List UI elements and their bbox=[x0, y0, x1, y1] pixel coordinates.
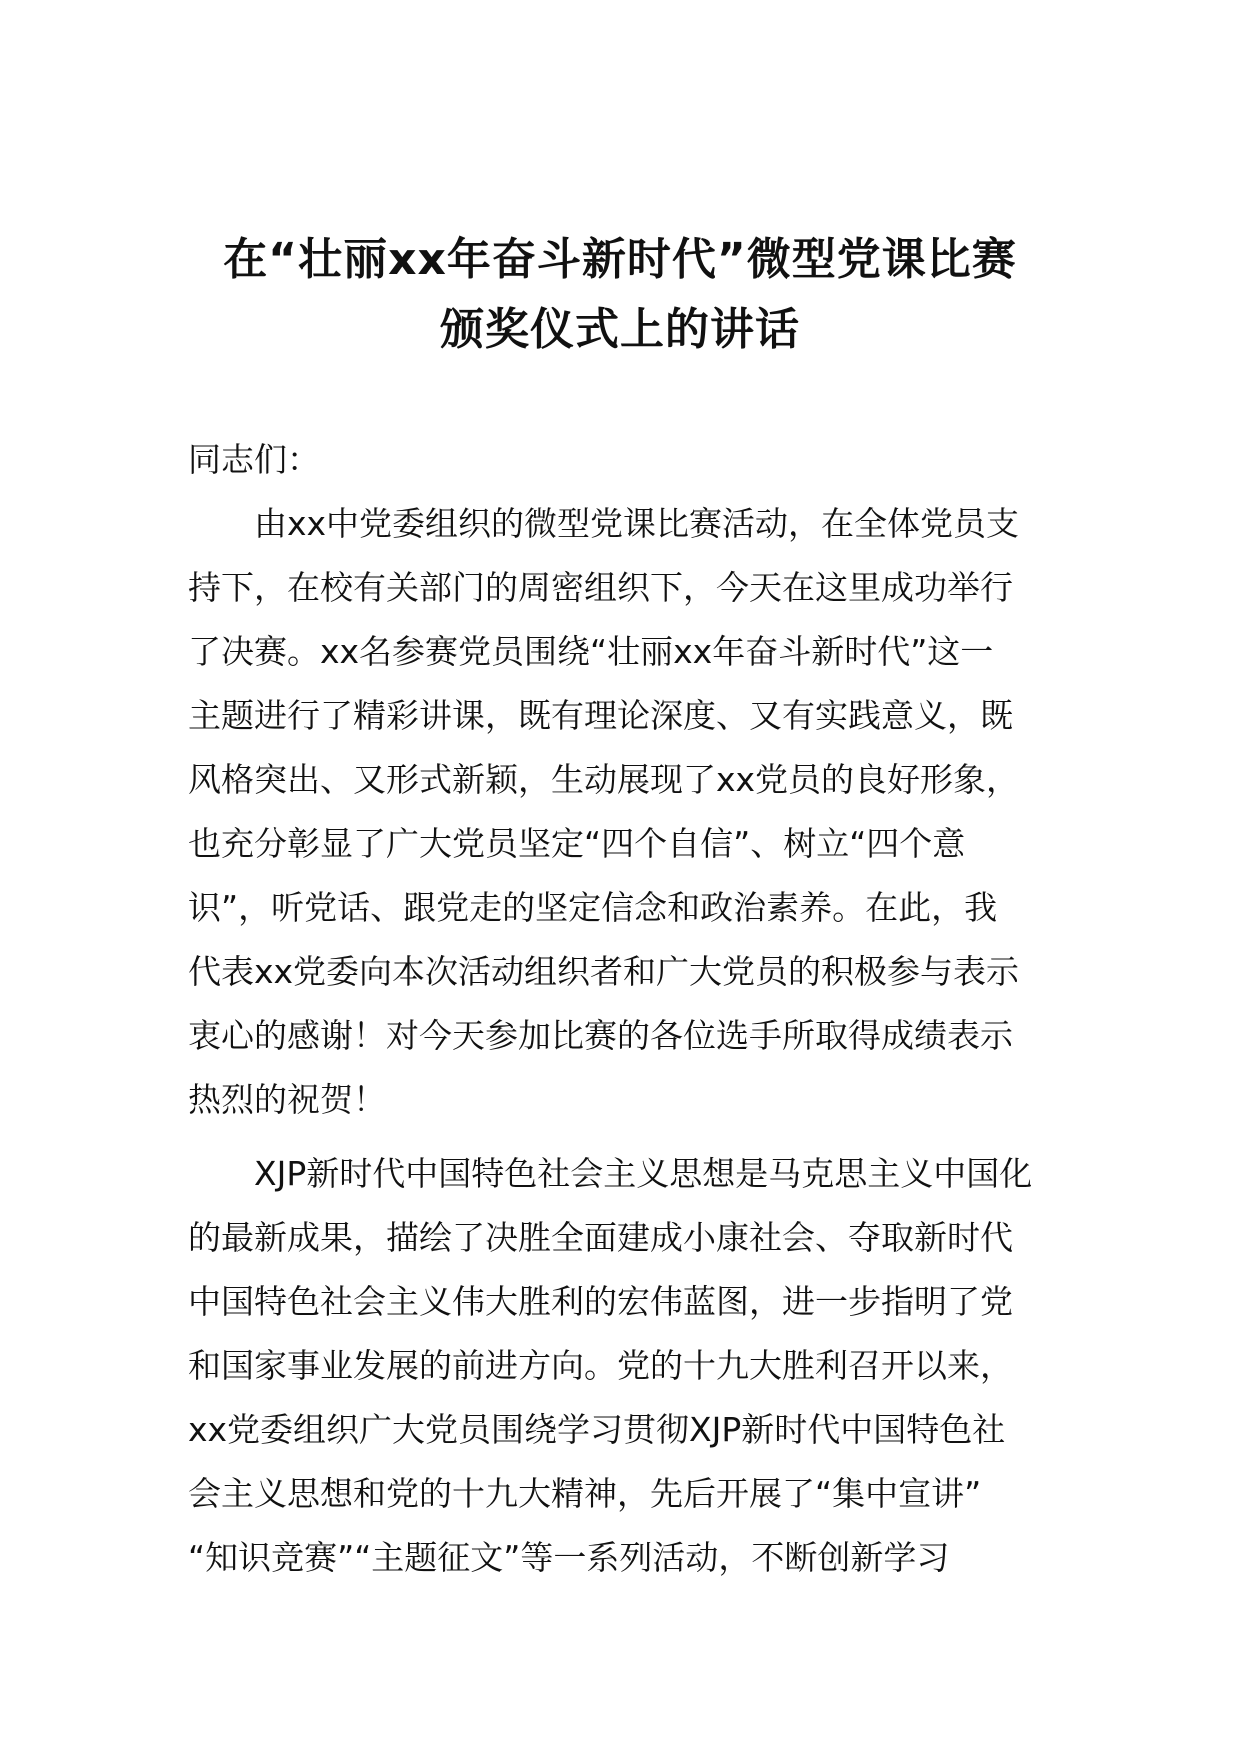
salutation: 同志们： bbox=[188, 440, 320, 479]
paragraph-line: 识”，听党话、跟党走的坚定信念和政治素养。在此，我 bbox=[188, 888, 998, 927]
paragraph-line: 了决赛。xx名参赛党员围绕“壮丽xx年奋斗新时代”这一 bbox=[188, 632, 994, 671]
paragraph-line: 由xx中党委组织的微型党课比赛活动，在全体党员支 bbox=[188, 504, 1020, 543]
paragraph-line: 也充分彰显了广大党员坚定“四个自信”、树立“四个意 bbox=[188, 824, 966, 863]
paragraph-line: 中国特色社会主义伟大胜利的宏伟蓝图，进一步指明了党 bbox=[188, 1282, 1013, 1321]
paragraph-line: 持下，在校有关部门的周密组织下，今天在这里成功举行 bbox=[188, 568, 1013, 607]
paragraph-line: 和国家事业发展的前进方向。党的十九大胜利召开以来， bbox=[188, 1346, 1013, 1385]
paragraph-line: 热烈的祝贺！ bbox=[188, 1080, 386, 1119]
paragraph-2 bbox=[188, 1142, 1048, 1590]
paragraph-line: 主题进行了精彩讲课，既有理论深度、又有实践意义，既 bbox=[188, 696, 1013, 735]
document-title-line-2: 颁奖仪式上的讲话 bbox=[440, 304, 800, 355]
paragraph-line: “知识竞赛”“主题征文”等一系列活动，不断创新学习 bbox=[188, 1538, 950, 1577]
paragraph-line: 的最新成果，描绘了决胜全面建成小康社会、夺取新时代 bbox=[188, 1218, 1013, 1257]
paragraph-1 bbox=[188, 492, 1048, 1132]
paragraph-line: xx党委组织广大党员围绕学习贯彻XJP新时代中国特色社 bbox=[188, 1410, 1006, 1449]
paragraph-line: 风格突出、又形式新颖，生动展现了xx党员的良好形象， bbox=[188, 760, 1020, 799]
paragraph-line: 会主义思想和党的十九大精神，先后开展了“集中宣讲” bbox=[188, 1474, 982, 1513]
paragraph-line: 衷心的感谢！对今天参加比赛的各位选手所取得成绩表示 bbox=[188, 1016, 1013, 1055]
paragraph-line: XJP新时代中国特色社会主义思想是马克思主义中国化 bbox=[188, 1154, 1033, 1193]
paragraph-line: 代表xx党委向本次活动组织者和广大党员的积极参与表示 bbox=[188, 952, 1020, 991]
document-title-line-1: 在“壮丽xx年奋斗新时代”微型党课比赛 bbox=[223, 234, 1017, 285]
